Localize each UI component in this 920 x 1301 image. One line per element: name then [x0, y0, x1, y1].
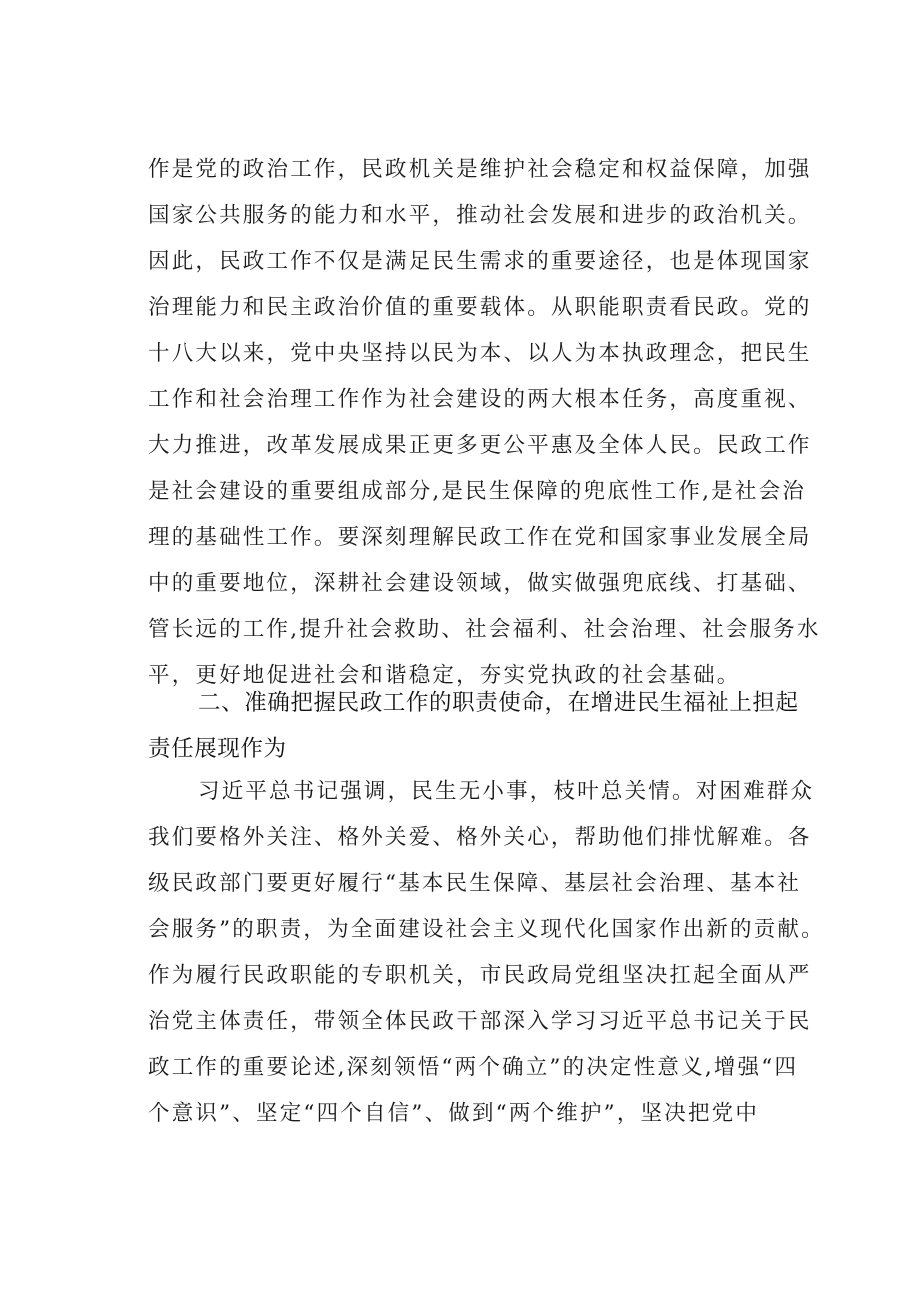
paragraph-line: 平，更好地促进社会和谐稳定，夯实党执政的社会基础。	[148, 663, 741, 688]
paragraph-line: 习近平总书记强调，民生无小事，枝叶总关情。对困难群众	[198, 779, 815, 804]
paragraph-line: 作是党的政治工作，民政机关是维护社会稳定和权益保障，加强	[148, 157, 812, 182]
paragraph-line: 工作和社会治理工作作为社会建设的两大根本任务，高度重视、	[148, 387, 812, 412]
paragraph-line: 大力推进，改革发展成果正更多更公平惠及全体人民。民政工作	[148, 433, 812, 458]
paragraph-line: 会服务”的职责，为全面建设社会主义现代化国家作出新的贡献。	[148, 917, 825, 942]
paragraph-line: 作为履行民政职能的专职机关，市民政局党组坚决扛起全面从严	[148, 963, 812, 988]
heading-line: 责任展现作为	[148, 736, 287, 762]
paragraph-line: 十八大以来，党中央坚持以民为本、以人为本执政理念，把民生	[148, 341, 812, 366]
paragraph-line: 中的重要地位，深耕社会建设领域，做实做强兜底线、打基础、	[148, 571, 812, 596]
paragraph-line: 管长远的工作,提升社会救助、社会福利、社会治理、社会服务水	[148, 617, 821, 642]
paragraph-line: 是社会建设的重要组成部分,是民生保障的兜底性工作,是社会治	[148, 479, 806, 504]
paragraph-line: 政工作的重要论述,深刻领悟“两个确立”的决定性意义,增强“四	[148, 1055, 799, 1080]
paragraph-line: 级民政部门要更好履行“基本民生保障、基层社会治理、基本社	[148, 871, 802, 896]
paragraph-line: 因此，民政工作不仅是满足民生需求的重要途径，也是体现国家	[148, 249, 812, 274]
paragraph-line: 治党主体责任，带领全体民政干部深入学习习近平总书记关于民	[148, 1009, 812, 1034]
heading-line: 二、准确把握民政工作的职责使命，在增进民生福祉上担起	[198, 690, 799, 716]
paragraph-line: 个意识”、坚定“四个自信”、做到“两个维护”，坚决把党中	[148, 1101, 760, 1126]
paragraph-line: 治理能力和民主政治价值的重要载体。从职能职责看民政。党的	[148, 295, 812, 320]
paragraph-line: 国家公共服务的能力和水平，推动社会发展和进步的政治机关。	[148, 203, 812, 228]
paragraph-line: 理的基础性工作。要深刻理解民政工作在党和国家事业发展全局	[148, 525, 812, 550]
paragraph-line: 我们要格外关注、格外关爱、格外关心，帮助他们排忧解难。各	[148, 825, 812, 850]
